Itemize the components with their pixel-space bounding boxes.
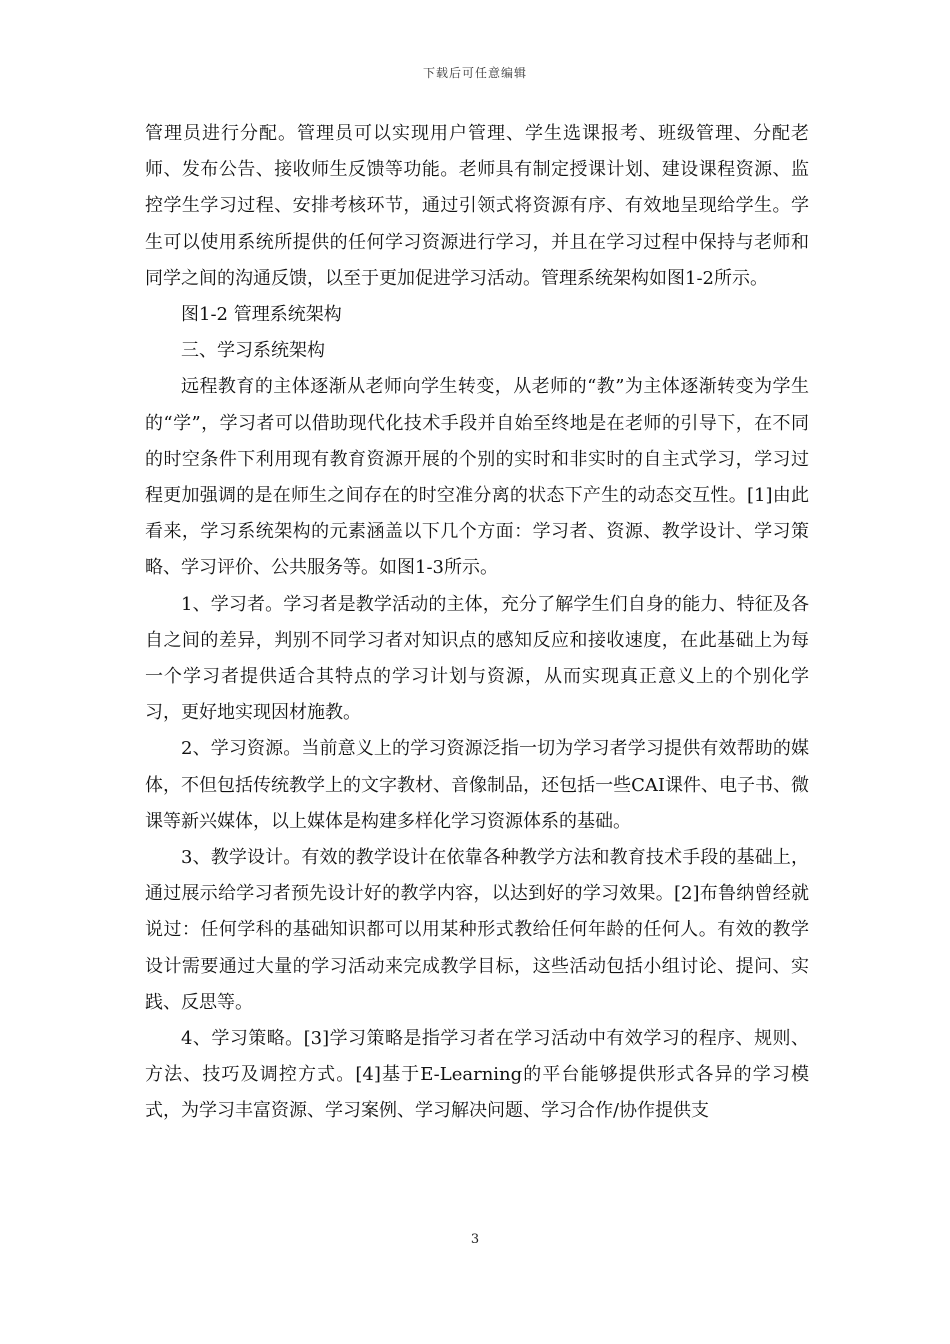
paragraph-distance-education: 远程教育的主体逐渐从老师向学生转变，从老师的“教”为主体逐渐转变为学生的“学”，学习者可以借助现代化技术手段并自始至终地是在老师的引导下，在不同的时空条件下利用现有教育资源开展的个别的实时和非实时的自主式学习，学习过程更加强调的是在师生之间存在的时空准分离的状态下产生的动态交互性。[1]由此看来，学习系统架构的元素涵盖以下几个方面：学习者、资源、教学设计、学习策略、学习评价、公共服务等。如图1-3所示。 bbox=[145, 376, 809, 579]
paragraph-learning-strategy: 4、学习策略。[3]学习策略是指学习者在学习活动中有效学习的程序、规则、方法、技巧及调控方式。[4]基于E-Learning的平台能够提供形式各异的学习模式，为学习丰富资源、学习案例、学习解决问题、学习合作/协作提供支 bbox=[145, 1028, 809, 1122]
paragraph-learner: 1、学习者。学习者是教学活动的主体，充分了解学生们自身的能力、特征及各自之间的差异，判别不同学习者对知识点的感知反应和接收速度，在此基础上为每一个学习者提供适合其特点的学习计划与资源，从而实现真正意义上的个别化学习，更好地实现因材施教。 bbox=[145, 593, 809, 724]
paragraph-instructional-design: 3、教学设计。有效的教学设计在依靠各种教学方法和教育技术手段的基础上，通过展示给学习者预先设计好的教学内容，以达到好的学习效果。[2]布鲁纳曾经就说过：任何学科的基础知识都可以用某种形式教给任何年龄的任何人。有效的教学设计需要通过大量的学习活动来完成教学目标，这些活动包括小组讨论、提问、实践、反思等。 bbox=[145, 847, 809, 1013]
paragraph-learning-resources: 2、学习资源。当前意义上的学习资源泛指一切为学习者学习提供有效帮助的媒体，不但包括传统教学上的文字教材、音像制品，还包括一些CAI课件、电子书、微课等新兴媒体，以上媒体是构建多样化学习资源体系的基础。 bbox=[145, 738, 809, 832]
page-header: 下载后可任意编辑 bbox=[422, 66, 527, 80]
paragraph-management-system: 管理员进行分配。管理员可以实现用户管理、学生选课报考、班级管理、分配老师、发布公告、接收师生反馈等功能。老师具有制定授课计划、建设课程资源、监控学生学习过程、安排考核环节，通过引领式将资源有序、有效地呈现给学生。学生可以使用系统所提供的任何学习资源进行学习，并且在学习过程中保持与老师和同学之间的沟通反馈，以至于更加促进学习活动。管理系统架构如图1-2所示。 bbox=[145, 123, 809, 289]
figure-caption-1-2: 图1-2 管理系统架构 bbox=[181, 304, 342, 326]
page-number: 3 bbox=[470, 1232, 480, 1247]
document-body bbox=[145, 116, 809, 1130]
section-heading-learning-system: 三、学习系统架构 bbox=[181, 340, 325, 362]
